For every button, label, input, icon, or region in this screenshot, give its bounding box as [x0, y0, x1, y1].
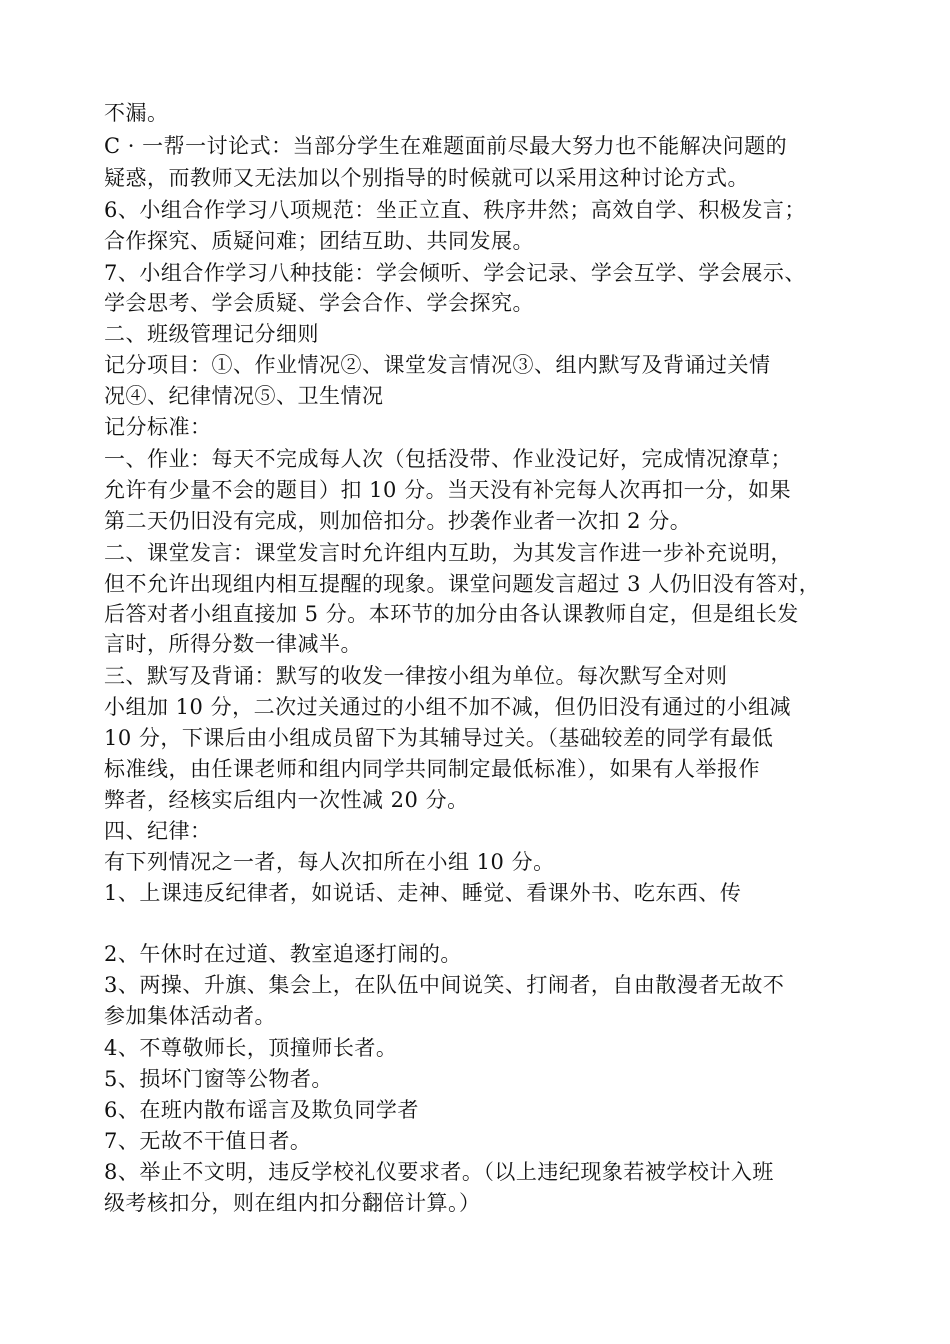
text-line: C · 一帮一讨论式：当部分学生在难题面前尽最大努力也不能解决问题的: [104, 134, 788, 158]
text-line: 记分标准：: [104, 415, 212, 439]
text-line: 1、上课违反纪律者，如说话、走神、睡觉、看课外书、吃东西、传: [104, 881, 742, 905]
section-heading: 四、纪律：: [104, 819, 212, 843]
section-heading: 二、班级管理记分细则: [104, 322, 319, 346]
text-line: 疑惑，而教师又无法加以个别指导的时候就可以采用这种讨论方式。: [104, 166, 749, 190]
text-line: 三、默写及背诵：默写的收发一律按小组为单位。每次默写全对则: [104, 664, 728, 688]
text-line: 第二天仍旧没有完成，则加倍扣分。抄袭作业者一次扣 2 分。: [104, 509, 692, 533]
text-line: 7、小组合作学习八种技能：学会倾听、学会记录、学会互学、学会展示、: [104, 261, 806, 285]
text-line: 后答对者小组直接加 5 分。本环节的加分由各认课教师自定，但是组长发: [104, 602, 799, 626]
text-line: 2、午休时在过道、教室追逐打闹的。: [104, 942, 462, 966]
text-line: 3、两操、升旗、集会上，在队伍中间说笑、打闹者，自由散漫者无故不: [104, 973, 785, 997]
text-line: 6、在班内散布谣言及欺负同学者: [104, 1098, 419, 1122]
text-line: 6、小组合作学习八项规范：坐正立直、秩序井然；高效自学、积极发言；: [104, 198, 806, 222]
text-line: 有下列情况之一者，每人次扣所在小组 10 分。: [104, 850, 555, 874]
text-line: 况④、纪律情况⑤、卫生情况: [104, 384, 384, 408]
text-line: 级考核扣分，则在组内扣分翻倍计算。）: [104, 1191, 481, 1215]
text-line: 10 分，下课后由小组成员留下为其辅导过关。（基础较差的同学有最低: [104, 726, 774, 750]
text-line: 4、不尊敬师长，顶撞师长者。: [104, 1036, 398, 1060]
text-line: 8、举止不文明，违反学校礼仪要求者。（以上违纪现象若被学校计入班: [104, 1160, 774, 1184]
text-line: 不漏。: [104, 101, 169, 125]
text-line: 5、损坏门窗等公物者。: [104, 1067, 333, 1091]
text-line: 二、课堂发言：课堂发言时允许组内互助，为其发言作进一步补充说明，: [104, 541, 792, 565]
text-line: 小组加 10 分，二次过关通过的小组不加不减，但仍旧没有通过的小组减: [104, 695, 792, 719]
text-line: 允许有少量不会的题目）扣 10 分。当天没有补完每人次再扣一分，如果: [104, 478, 792, 502]
text-line: 合作探究、质疑问难；团结互助、共同发展。: [104, 229, 534, 253]
text-line: 弊者，经核实后组内一次性减 20 分。: [104, 788, 469, 812]
text-line: 一、作业：每天不完成每人次（包括没带、作业没记好，完成情况潦草；: [104, 447, 792, 471]
text-line: 记分项目：①、作业情况②、课堂发言情况③、组内默写及背诵过关情: [104, 353, 771, 377]
text-line: 学会思考、学会质疑、学会合作、学会探究。: [104, 291, 534, 315]
text-line: 7、无故不干值日者。: [104, 1129, 312, 1153]
text-line: 言时，所得分数一律减半。: [104, 632, 362, 656]
text-line: 参加集体活动者。: [104, 1004, 276, 1028]
text-line: 标准线，由任课老师和组内同学共同制定最低标准），如果有人举报作: [104, 757, 760, 781]
text-line: 但不允许出现组内相互提醒的现象。课堂问题发言超过 3 人仍旧没有答对，: [104, 572, 821, 596]
